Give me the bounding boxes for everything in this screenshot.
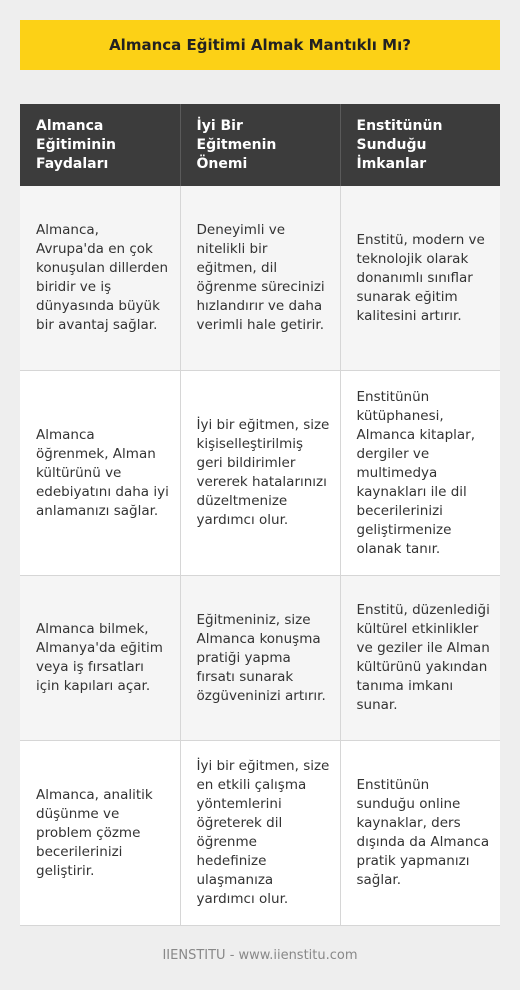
table-row: [20, 186, 500, 371]
table-cell: Enstitünün sunduğu online kaynaklar, ders dışında da Almanca pratik yapmanızı sağlar.: [340, 741, 500, 926]
table-cell: Almanca bilmek, Almanya'da eğitim veya iş fırsatları için kapıları açar.: [20, 576, 180, 741]
table-cell: Almanca, Avrupa'da en çok konuşulan dillerden biridir ve iş dünyasında büyük bir avantaj sağlar.: [20, 186, 180, 371]
comparison-table: [20, 104, 500, 926]
table-cell: Enstitünün kütüphanesi, Almanca kitaplar, dergiler ve multimedya kaynakları ile dil becerilerinizi geliştirmenize olanak tanır.: [340, 371, 500, 576]
table-cell: Almanca öğrenmek, Alman kültürünü ve edebiyatını daha iyi anlamanızı sağlar.: [20, 371, 180, 576]
table-cell: Eğitmeniniz, size Almanca konuşma pratiği yapma fırsatı sunarak özgüveninizi artırır.: [180, 576, 340, 741]
footer-credit: IIENSTITU - www.iienstitu.com: [162, 948, 358, 963]
table-header-row: [20, 104, 500, 186]
table-cell: Almanca, analitik düşünme ve problem çözme becerilerinizi geliştirir.: [20, 741, 180, 926]
column-header-instructor: İyi Bir Eğitmenin Önemi: [180, 104, 340, 186]
table-cell: Deneyimli ve nitelikli bir eğitmen, dil öğrenme sürecinizi hızlandırır ve daha verimli hale getirir.: [180, 186, 340, 371]
column-header-institute: Enstitünün Sunduğu İmkanlar: [340, 104, 500, 186]
title-banner: [20, 20, 500, 70]
table-cell: Enstitü, düzenlediği kültürel etkinlikler ve geziler ile Alman kültürünü yakından tanıma imkanı sunar.: [340, 576, 500, 741]
table-row: [20, 741, 500, 926]
table-cell: Enstitü, modern ve teknolojik olarak donanımlı sınıflar sunarak eğitim kalitesini artırır.: [340, 186, 500, 371]
column-header-benefits: Almanca Eğitiminin Faydaları: [20, 104, 180, 186]
table-row: [20, 576, 500, 741]
table-cell: İyi bir eğitmen, size en etkili çalışma yöntemlerini öğreterek dil öğrenme hedefinize ulaşmanıza yardımcı olur.: [180, 741, 340, 926]
table-row: [20, 371, 500, 576]
page-title: Almanca Eğitimi Almak Mantıklı Mı?: [109, 36, 411, 54]
table-cell: İyi bir eğitmen, size kişiselleştirilmiş geri bildirimler vererek hatalarınızı düzeltmenize yardımcı olur.: [180, 371, 340, 576]
